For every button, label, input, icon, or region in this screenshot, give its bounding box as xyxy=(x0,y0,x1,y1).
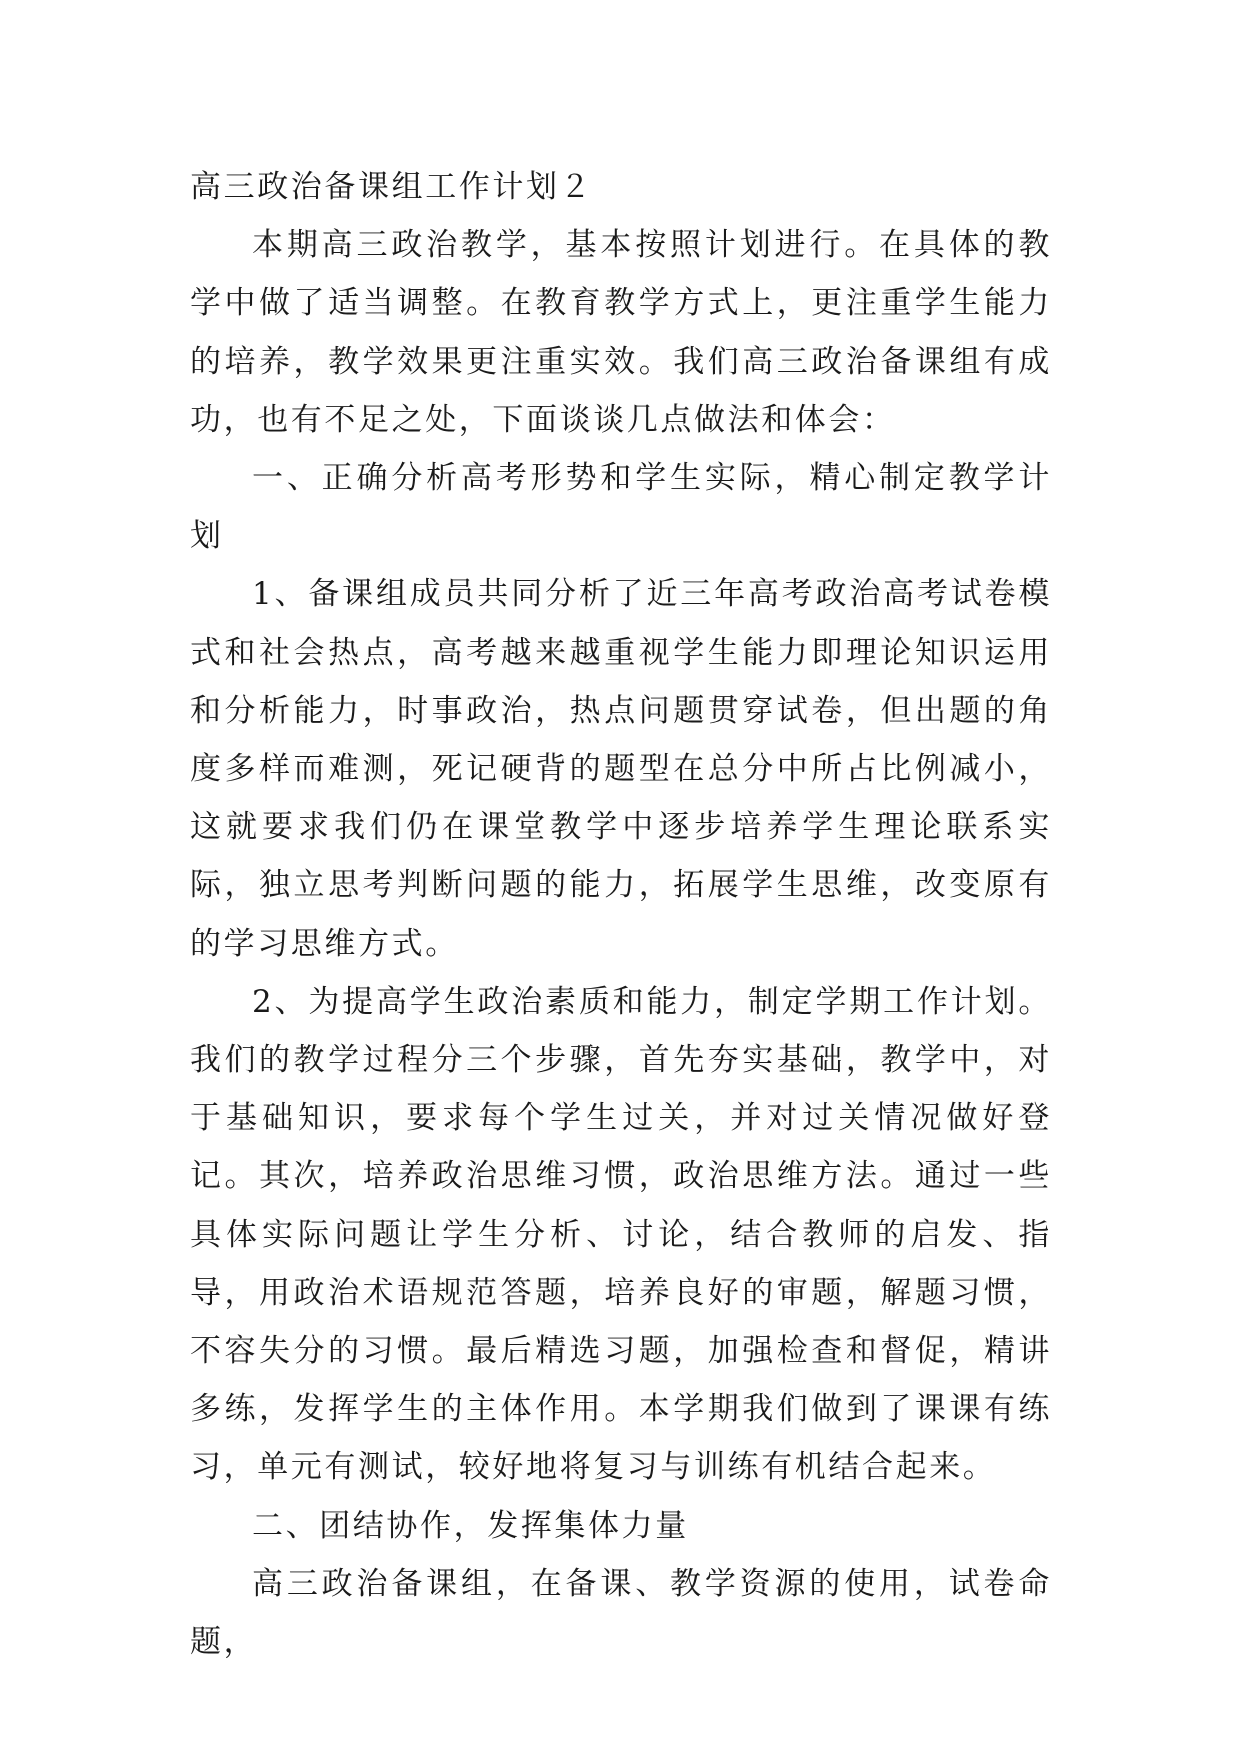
intro-paragraph: 本期高三政治教学，基本按照计划进行。在具体的教学中做了适当调整。在教育教学方式上，更注重学生能力的培养，教学效果更注重实效。我们高三政治备课组有成功，也有不足之处，下面谈谈几点做法和体会： xyxy=(190,227,1052,438)
paragraph-item-2: 2、为提高学生政治素质和能力，制定学期工作计划。我们的教学过程分三个步骤，首先夯实基础，教学中，对于基础知识，要求每个学生过关，并对过关情况做好登记。其次，培养政治思维习惯，政治思维方法。通过一些具体实际问题让学生分析、讨论，结合教师的启发、指导，用政治术语规范答题，培养良好的审题，解题习惯，不容失分的习惯。最后精选习题，加强检查和督促，精讲多练，发挥学生的主体作用。本学期我们做到了课课有练习，单元有测试，较好地将复习与训练有机结合起来。 xyxy=(190,983,1052,1486)
paragraph-item-1: 1、备课组成员共同分析了近三年高考政治高考试卷模式和社会热点，高考越来越重视学生能力即理论知识运用和分析能力，时事政治，热点问题贯穿试卷，但出题的角度多样而难测，死记硬背的题型在总分中所占比例减小，这就要求我们仍在课堂教学中逐步培养学生理论联系实际，独立思考判断问题的能力，拓展学生思维，改变原有的学习思维方式。 xyxy=(190,576,1052,962)
section-heading-2: 二、团结协作，发挥集体力量 xyxy=(252,1507,689,1544)
paragraph-section-2: 高三政治备课组，在备课、教学资源的使用，试卷命题， xyxy=(190,1565,1052,1661)
section-heading-1: 一、正确分析高考形势和学生实际，精心制定教学计划 xyxy=(190,460,1052,555)
document-title: 高三政治备课组工作计划２ xyxy=(190,169,594,205)
document-body xyxy=(190,158,1052,1671)
